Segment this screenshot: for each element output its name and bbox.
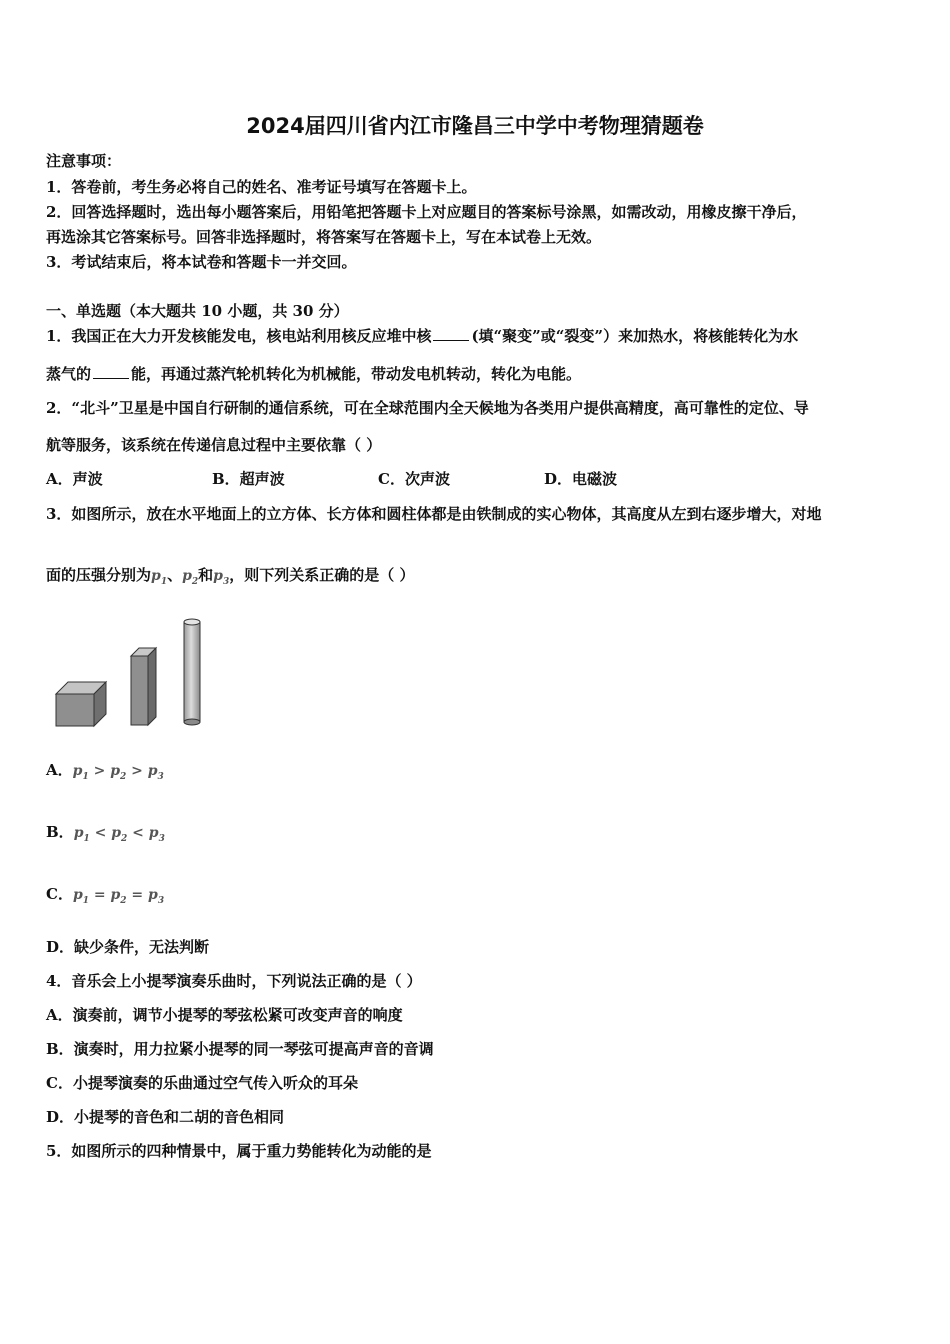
q1-text-c: 蒸气的 [46,365,92,383]
q3-option-b: B．$p_1 < p_2 < p_3$ [46,823,165,844]
q1-text-d: 能，再通过蒸汽轮机转化为机械能，带动发电机转动，转化为电能。 [131,365,582,383]
q3-option-a-formula: $p_1 > p_2 > p_3$ [72,763,164,782]
q2-line-2: 航等服务，该系统在传递信息过程中主要依靠（ ） [46,436,382,454]
q3-option-b-formula: $p_1 < p_2 < p_3$ [73,825,165,844]
q4-option-b: B．演奏时，用力拉紧小提琴的同一琴弦可提高声音的音调 [46,1040,434,1058]
q1-line-1 [46,326,798,346]
q3-text-a: 面的压强分别为 [46,566,152,584]
page-title: 2024届四川省内江市隆昌三中学中考物理猜题卷 [246,114,704,138]
q4-stem: 4．音乐会上小提琴演奏乐曲时，下列说法正确的是（ ） [46,972,422,990]
q2-option-a: A．声波 [46,470,103,488]
q2-options [46,469,710,489]
q1-text-b: (填“聚变”或“裂变”）来加热水，将核能转化为水 [471,327,799,345]
q3-option-a: A．$p_1 > p_2 > p_3$ [46,761,164,782]
q1-text-a: 1．我国正在大力开发核能发电，核电站利用核反应堆中核 [46,327,432,345]
cuboid-shape [131,648,156,725]
cube-shape [56,682,106,726]
q3-text-b: ，则下列关系正确的是（ ） [229,566,415,584]
notice-item-3: 3．考试结束后，将本试卷和答题卡一并交回。 [46,253,357,271]
q3-line-2 [46,565,414,592]
q3-p1: $p_1$ [151,568,168,587]
q3-p3: $p_3$ [213,568,230,587]
q4-option-a: A．演奏前，调节小提琴的琴弦松紧可改变声音的响度 [46,1006,403,1024]
q1-line-2 [46,364,581,384]
q2-option-c: C．次声波 [378,470,450,488]
q4-option-c: C．小提琴演奏的乐曲通过空气传入听众的耳朵 [46,1074,358,1092]
q3-p2: $p_2$ [182,568,199,587]
notice-item-1: 1．答卷前，考生务必将自己的姓名、准考证号填写在答题卡上。 [46,178,477,196]
notice-item-2: 2．回答选择题时，选出每小题答案后，用铅笔把答题卡上对应题目的答案标号涂黑，如需改动，用橡皮擦干净后， [46,203,807,221]
section-heading: 一、单选题（本大题共 10 小题，共 30 分） [46,302,349,320]
notice-item-2-cont: 再选涂其它答案标号。回答非选择题时，将答案写在答题卡上，写在本试卷上无效。 [46,228,602,246]
q3-sep-1: 、 [167,566,183,584]
q4-option-d: D．小提琴的音色和二胡的音色相同 [46,1108,285,1126]
q3-option-d: D．缺少条件，无法判断 [46,938,210,956]
q5-stem: 5．如图所示的四种情景中，属于重力势能转化为动能的是 [46,1142,432,1160]
q2-option-b: B．超声波 [212,470,285,488]
notice-heading: 注意事项： [46,152,122,170]
q3-option-c-formula: $p_1 = p_2 = p_3$ [72,887,165,906]
q2-line-1: 2．“北斗”卫星是中国自行研制的通信系统，可在全球范围内全天候地为各类用户提供高精度，高可靠性的定位、导 [46,399,809,417]
q3-figure [50,612,220,732]
q3-line-1: 3．如图所示，放在水平地面上的立方体、长方体和圆柱体都是由铁制成的实心物体，其高度从左到右逐步增大，对地 [46,505,822,523]
cylinder-shape [184,619,200,725]
q3-option-c: C．$p_1 = p_2 = p_3$ [46,885,165,906]
q3-sep-2: 和 [198,566,214,584]
q1-blank-1 [433,326,469,341]
q1-blank-2 [93,364,129,379]
q2-option-d: D．电磁波 [544,470,618,488]
